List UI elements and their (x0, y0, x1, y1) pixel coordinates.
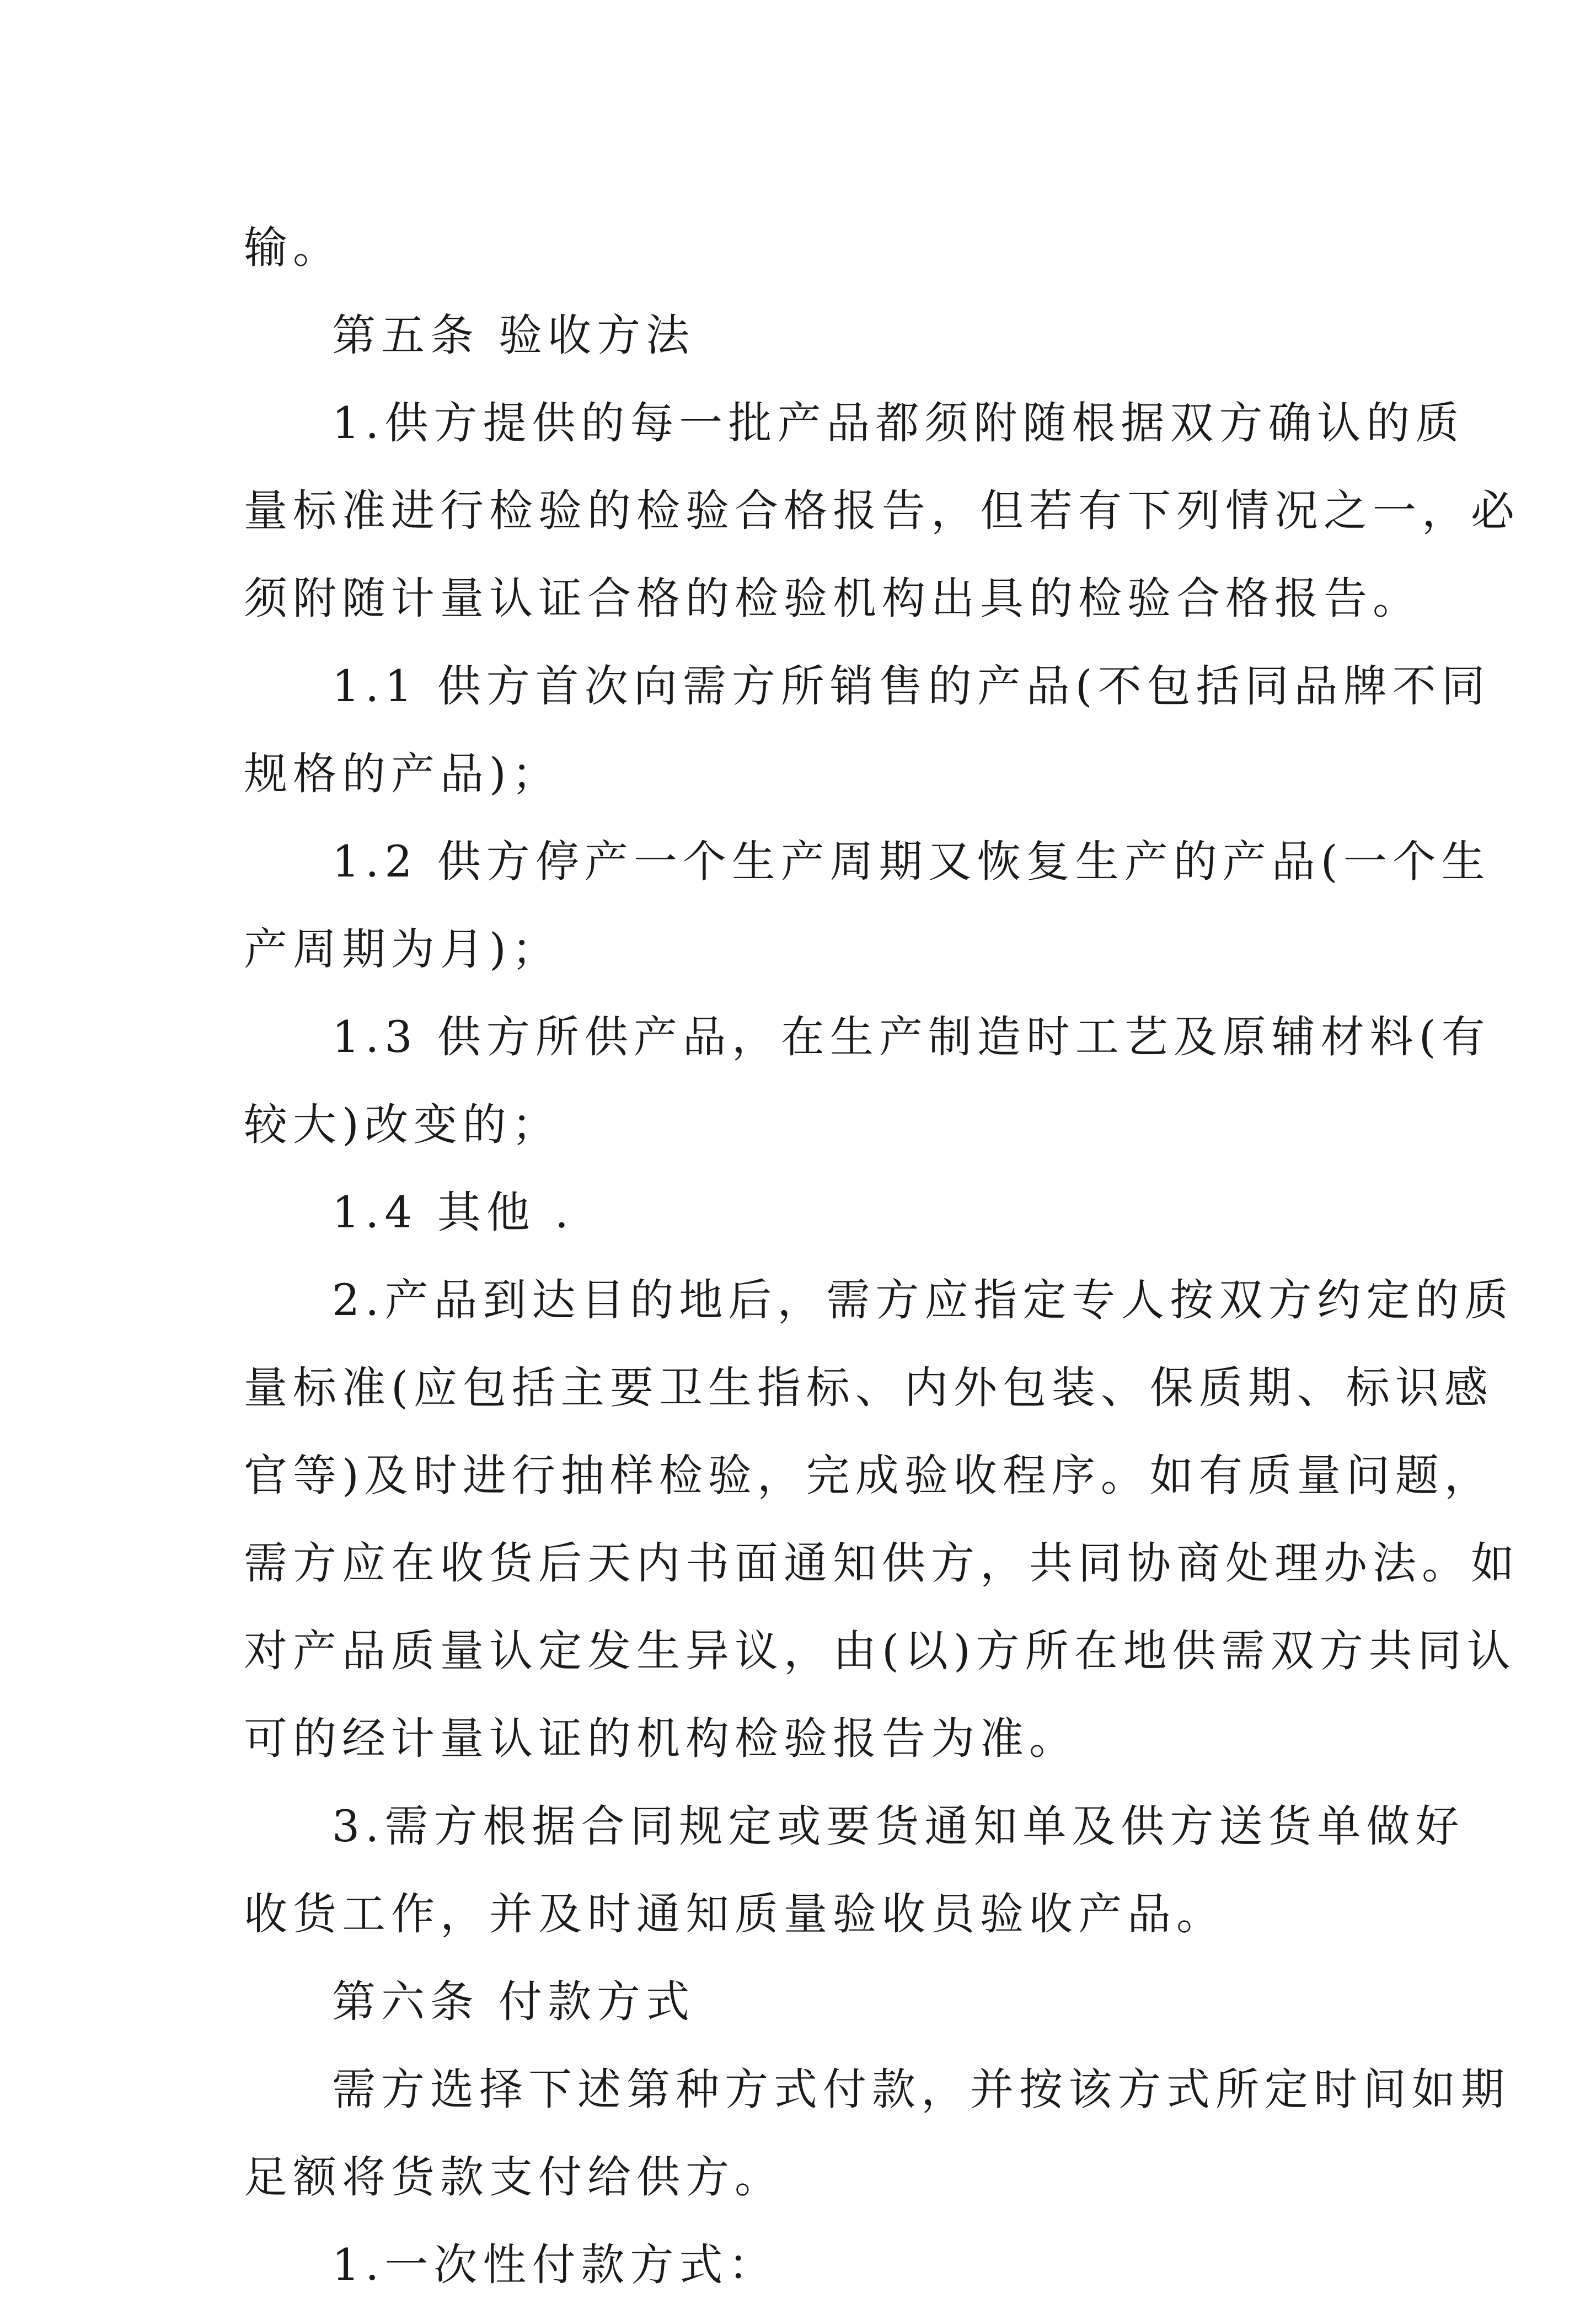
text-line: 较大)改变的； (244, 1099, 561, 1150)
text-line: 收货工作，并及时通知质量验收员验收产品。 (244, 1889, 1225, 1939)
text-line: 1.2 供方停产一个生产周期又恢复生产的产品(一个生 (332, 836, 1491, 887)
text-line: 规格的产品)； (244, 749, 561, 799)
text-line: 量标准(应包括主要卫生指标、内外包装、保质期、标识感 (244, 1362, 1493, 1413)
text-line: 2.产品到达目的地后，需方应指定专人按双方约定的质 (332, 1275, 1514, 1325)
text-line: 产周期为月)； (244, 924, 561, 975)
text-line: 足额将货款支付给供方。 (244, 2152, 784, 2203)
text-line: 1.4 其他 . (332, 1187, 574, 1238)
text-line: 需方选择下述第种方式付款，并按该方式所定时间如期 (332, 2064, 1510, 2115)
document-body (244, 204, 1520, 2309)
section-heading: 第五条 验收方法 (332, 310, 695, 361)
text-line: 需方应在收货后天内书面通知供方，共同协商处理办法。如 (244, 1538, 1520, 1589)
text-line: 量标准进行检验的检验合格报告，但若有下列情况之一，必 (244, 485, 1520, 536)
text-line: 输。 (244, 222, 342, 273)
section-heading: 第六条 付款方式 (332, 1976, 695, 2027)
text-line: 对产品质量认定发生异议，由(以)方所在地供需双方共同认 (244, 1626, 1516, 1676)
text-line: 官等)及时进行抽样检验，完成验收程序。如有质量问题， (244, 1450, 1493, 1501)
text-line: 须附随计量认证合格的检验机构出具的检验合格报告。 (244, 573, 1422, 624)
text-line: 可的经计量认证的机构检验报告为准。 (244, 1713, 1078, 1764)
text-line: 1.3 供方所供产品，在生产制造时工艺及原辅材料(有 (332, 1012, 1491, 1062)
text-line: 1.供方提供的每一批产品都须附随根据双方确认的质 (332, 398, 1465, 448)
text-line: 1.一次性付款方式： (332, 2239, 778, 2290)
text-line: 3.需方根据合同规定或要货通知单及供方送货单做好 (332, 1801, 1465, 1852)
text-line: 1.1 供方首次向需方所销售的产品(不包括同品牌不同 (332, 661, 1491, 712)
